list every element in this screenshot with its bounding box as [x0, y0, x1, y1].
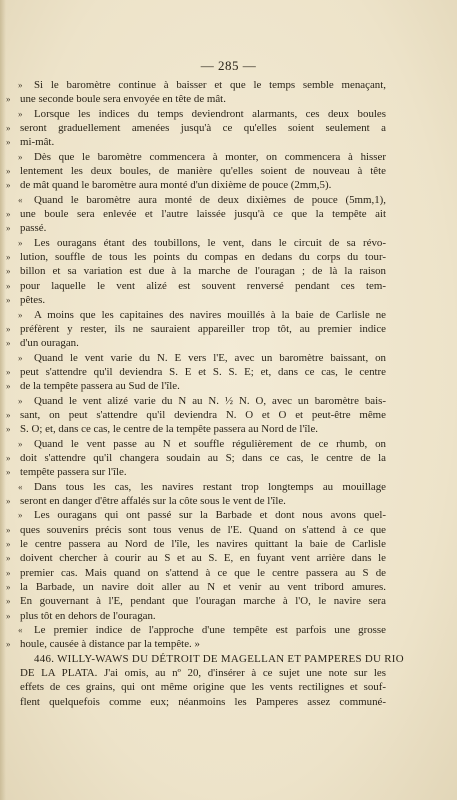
text-line	[6, 250, 386, 264]
text-line	[20, 680, 386, 694]
line-text: préfèrent y rester, ils ne sauraient appareiller trop tôt, au premier indice	[20, 322, 386, 335]
text-line	[6, 279, 386, 293]
text-line	[6, 523, 386, 537]
line-text: Dès que le baromètre commencera à monter, on commencera à hisser	[34, 150, 386, 163]
line-text: lution, souffle de tous les points du compas en dedans du corps du tour-	[20, 251, 386, 264]
line-text: Quand le vent passe au N et souffle régulièrement de ce rhumb, on	[34, 437, 386, 450]
quote-mark: «	[18, 194, 23, 205]
line-text: premier cas. Mais quand on s'attend à ce que le centre passera au S de	[20, 566, 386, 579]
line-text: DE LA PLATA. J'ai omis, au nº 20, d'insérer à ce sujet une note sur les	[20, 667, 386, 680]
line-text: peut s'attendre qu'il deviendra S. E et S. S. E; et, dans ce cas, le centre	[20, 365, 386, 378]
text-line	[6, 465, 386, 479]
line-text: Quand le baromètre aura monté de deux dixièmes de pouce (5mm,1),	[34, 193, 386, 206]
line-text: ques souvenirs précis sont tous venus de l'E. Quand on s'attend à ce que	[20, 523, 386, 536]
text-line	[20, 351, 386, 365]
line-text: le centre passera au Nord de l'île, les navires quittant la baie de Carlisle	[20, 538, 386, 550]
line-text: plus tôt en dehors de l'ouragan.	[20, 609, 156, 622]
line-text: sant, on peut s'attendre qu'il deviendra N. O et O et peut-être même	[20, 408, 386, 421]
line-text: de mât quand le baromètre aura monté d'un dixième de pouce (2mm,5).	[20, 179, 332, 192]
line-text: doivent chercher à courir au S et au S. E, en fuyant vent arrière dans le	[20, 552, 386, 565]
quote-mark: »	[18, 395, 23, 406]
text-line	[6, 264, 386, 278]
line-text: lentement les deux boules, de manière qu'elles soient de nouveau à tête	[20, 165, 386, 178]
line-text: pour laquelle le vent alizé est souvent renversé pendant ces tem-	[20, 279, 386, 292]
text-line	[6, 322, 386, 336]
text-line	[6, 178, 386, 192]
line-text: Les ouragans étant des toubillons, le vent, dans le circuit de sa révo-	[34, 236, 386, 249]
text-line	[20, 480, 386, 494]
quote-mark: »	[6, 223, 11, 234]
quote-mark: »	[6, 266, 11, 277]
text-line	[20, 308, 386, 322]
line-text: doit s'attendre qu'il changera soudain au S; dans ce cas, le centre de la	[20, 451, 386, 464]
text-line	[20, 236, 386, 250]
text-line	[6, 379, 386, 393]
line-text: pêtes.	[20, 294, 46, 307]
quote-mark: »	[6, 280, 11, 291]
text-line	[20, 623, 386, 637]
text-line	[6, 609, 386, 623]
line-text: En gouvernant à l'E, pendant que l'ouragan marche à l'O, le navire sera	[20, 595, 386, 608]
quote-mark: »	[6, 424, 11, 435]
line-text: houle, causée à distance par la tempête. »	[20, 638, 200, 651]
quote-mark: »	[6, 409, 11, 420]
quote-mark: »	[6, 553, 11, 564]
text-line	[6, 164, 386, 178]
text-line	[20, 652, 404, 666]
quote-mark: »	[6, 295, 11, 306]
page-binding-shadow	[0, 0, 6, 800]
text-line	[6, 293, 386, 307]
quote-mark: »	[6, 596, 11, 607]
quote-mark: »	[6, 610, 11, 621]
text-line	[6, 408, 386, 422]
quote-mark: »	[18, 151, 23, 162]
quote-mark: »	[6, 639, 11, 650]
line-text: d'un ouragan.	[20, 337, 79, 350]
text-line	[6, 451, 386, 465]
quote-mark: »	[6, 252, 11, 263]
quote-mark: »	[6, 180, 11, 191]
line-text: flent quelquefois comme eux; néanmoins les Pamperes assez communé-	[20, 695, 386, 708]
quote-mark: »	[6, 323, 11, 334]
quote-mark: »	[6, 495, 11, 506]
line-text: Les ouragans qui ont passé sur la Barbade et dont nous avons quel-	[34, 509, 386, 522]
quote-mark: »	[6, 338, 11, 349]
text-line	[20, 508, 386, 522]
line-text: Quand le vent varie du N. E vers l'E, avec un baromètre baissant, on	[34, 351, 386, 364]
text-line	[6, 365, 386, 379]
text-line	[6, 92, 386, 106]
text-line	[6, 494, 386, 508]
quote-mark: »	[18, 438, 23, 449]
line-text: effets de ces grains, qui ont même origine que les vents rectilignes et souf-	[20, 681, 386, 694]
quote-mark: »	[6, 381, 11, 392]
text-line	[6, 566, 386, 580]
text-line	[20, 394, 386, 408]
quote-mark: »	[18, 510, 23, 521]
text-line	[20, 193, 386, 207]
line-text: billon et sa variation est due à la marche de l'ouragan ; de là la raison	[20, 265, 386, 278]
line-text: une boule sera enlevée et l'autre laissée jusqu'à ce que la tempête ait	[20, 208, 386, 221]
text-line	[20, 107, 386, 121]
quote-mark: »	[6, 137, 11, 148]
line-text: Le premier indice de l'approche d'une tempête est parfois une grosse	[34, 624, 386, 637]
quote-mark: »	[6, 209, 11, 220]
quote-mark: »	[6, 539, 11, 549]
quote-mark: »	[6, 452, 11, 463]
quote-mark: »	[6, 366, 11, 377]
line-text: A moins que les capitaines des navires mouillés à la baie de Carlisle ne	[34, 308, 386, 321]
body-text	[6, 78, 404, 709]
text-line	[6, 594, 386, 608]
line-text: tempête passera sur l'île.	[20, 466, 127, 479]
text-line	[6, 422, 386, 436]
text-line	[20, 78, 386, 92]
quote-mark: «	[18, 625, 23, 636]
quote-mark: »	[18, 80, 23, 90]
quote-mark: »	[18, 352, 23, 363]
text-line	[6, 551, 386, 565]
quote-mark: »	[18, 108, 23, 119]
text-line	[6, 637, 386, 651]
line-text: mi-mât.	[20, 136, 55, 149]
line-text: de la tempête passera au Sud de l'île.	[20, 380, 180, 393]
text-line	[20, 695, 386, 709]
quote-mark: »	[6, 94, 11, 105]
quote-mark: «	[18, 481, 23, 492]
line-text: passé.	[20, 222, 47, 235]
quote-mark: »	[6, 123, 11, 134]
quote-mark: »	[6, 467, 11, 478]
quote-mark: »	[6, 567, 11, 578]
quote-mark: »	[18, 309, 23, 320]
text-line	[6, 207, 386, 221]
text-line	[20, 666, 386, 680]
line-text: Si le baromètre continue à baisser et que le temps semble menaçant,	[34, 79, 386, 91]
quote-mark: »	[6, 166, 11, 177]
line-text: 446. WILLY-WAWS DU DÉTROIT DE MAGELLAN ET PAMPERES DU RIO	[34, 652, 404, 665]
quote-mark: »	[18, 237, 23, 248]
line-text: Dans tous les cas, les navires restant trop longtemps au mouillage	[34, 480, 386, 493]
text-line	[6, 336, 386, 350]
line-text: seront graduellement amenées jusqu'à ce qu'elles soient seulement a	[20, 122, 386, 135]
line-text: Lorsque les indices du temps deviendront alarmants, ces deux boules	[34, 107, 386, 120]
line-text: seront en danger d'être affalés sur la côte sous le vent de l'île.	[20, 494, 286, 507]
text-line	[20, 437, 386, 451]
page-number-header: — 285 —	[200, 58, 257, 73]
text-line	[6, 121, 386, 135]
quote-mark: »	[6, 524, 11, 535]
line-text: la Barbade, un navire doit aller au N et venir au vent tribord amures.	[20, 581, 386, 594]
line-text: Quand le vent alizé varie du N au N. ½ N. O, avec un baromètre bais-	[34, 394, 386, 407]
quote-mark: »	[6, 582, 11, 593]
line-text: S. O; et, dans ce cas, le centre de la tempête passera au Nord de l'île.	[20, 423, 319, 436]
text-line	[6, 537, 386, 551]
line-text: une seconde boule sera envoyée en tête de mât.	[20, 93, 226, 106]
text-line	[6, 135, 386, 149]
text-line	[6, 221, 386, 235]
text-line	[6, 580, 386, 594]
text-line	[20, 150, 386, 164]
